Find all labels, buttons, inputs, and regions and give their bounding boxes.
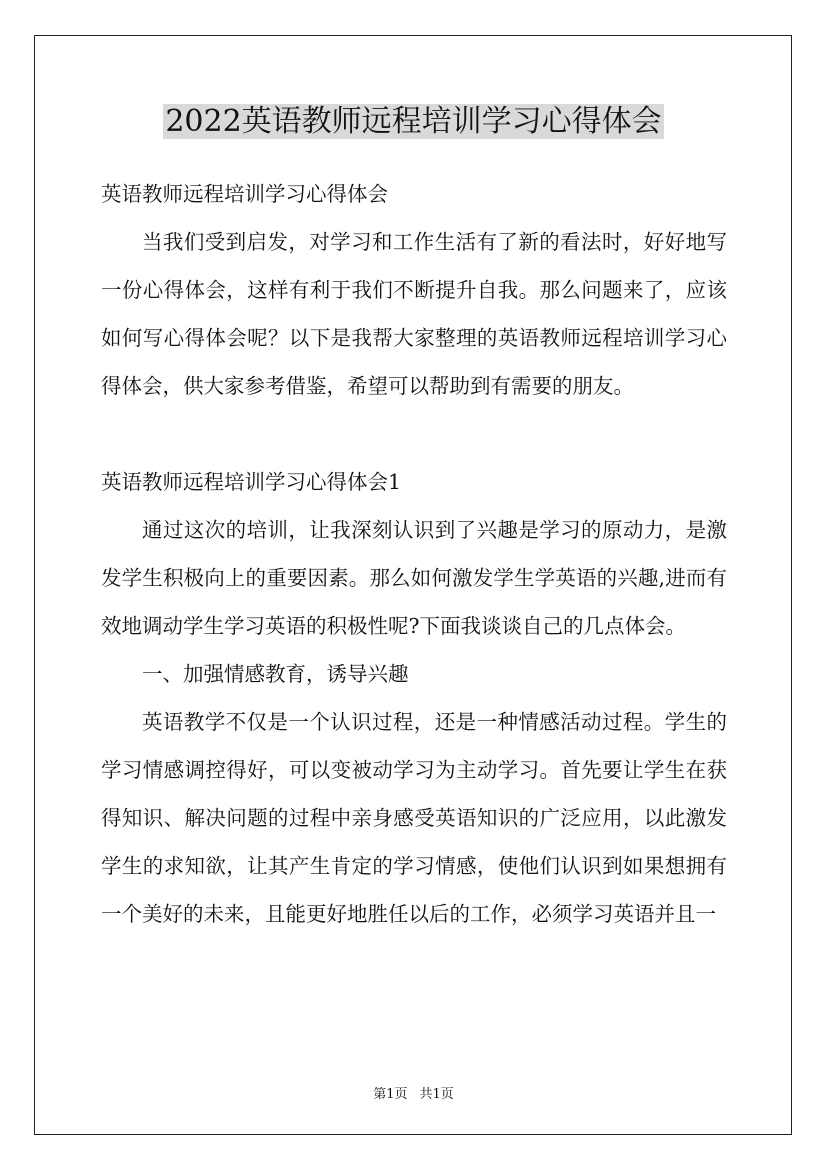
document-title-text: 2022英语教师远程培训学习心得体会 [165,104,662,139]
document-body [101,170,727,938]
page-number: 第1页 [373,1087,408,1102]
section-heading: 英语教师远程培训学习心得体会1 [101,470,402,494]
point-paragraph: 英语教学不仅是一个认识过程，还是一种情感活动过程。学生的学习情感调控得好，可以变被动学习为主动学习。首先要让学生在获得知识、解决问题的过程中亲身感受英语知识的广泛应用，以此激发学生的求知欲，让其产生肯定的学习情感，使他们认识到如果想拥有一个美好的未来，且能更好地胜任以后的工作，必须学习英语并且一 [101,710,727,926]
page-footer [0,1083,827,1102]
document-title [0,100,827,144]
section-paragraph: 通过这次的培训，让我深刻认识到了兴趣是学习的原动力，是激发学生积极向上的重要因素。那么如何激发学生学英语的兴趣,进而有效地调动学生学习英语的积极性呢?下面我谈谈自己的几点体会。 [101,518,727,638]
point-heading: 一、加强情感教育，诱导兴趣 [142,662,409,686]
page-total: 共1页 [419,1087,454,1102]
paragraph-gap [101,410,727,458]
intro-paragraph: 当我们受到启发，对学习和工作生活有了新的看法时，好好地写一份心得体会，这样有利于我们不断提升自我。那么问题来了，应该如何写心得体会呢？以下是我帮大家整理的英语教师远程培训学习心得体会，供大家参考借鉴，希望可以帮助到有需要的朋友。 [101,230,727,398]
document-subtitle: 英语教师远程培训学习心得体会 [101,182,388,206]
